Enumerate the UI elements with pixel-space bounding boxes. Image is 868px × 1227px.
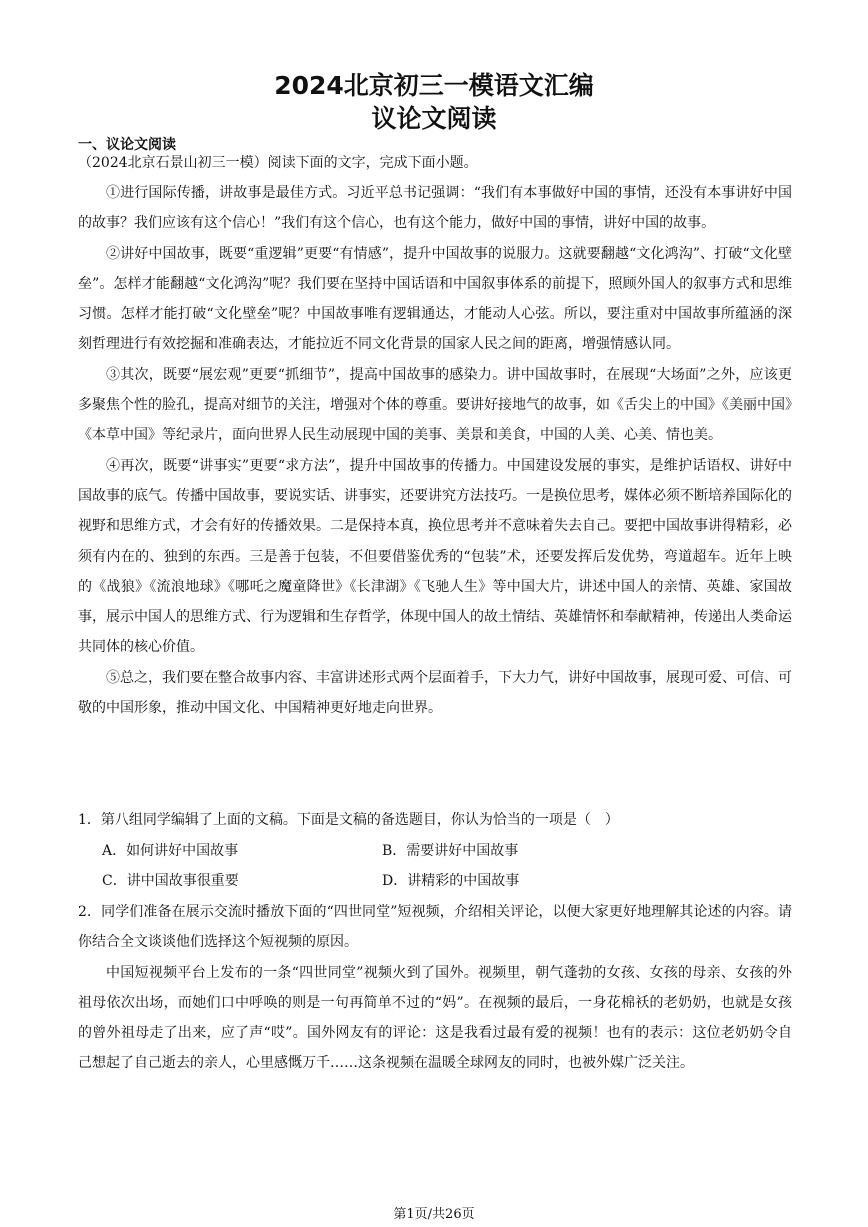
option-b: B．需要讲好中国故事: [382, 842, 519, 859]
section-heading: 一、议论文阅读: [78, 137, 176, 153]
source-line: （2024北京石景山初三一模）阅读下面的文字，完成下面小题。: [78, 155, 478, 171]
passage-paragraph-3: ③其次，既要“展宏观”更要“抓细节”，提高中国故事的感染力。讲中国故事时，在展现“大场面”之外，应该更多聚焦个性的脸孔，提高对细节的关注，增强对个体的尊重。要讲好接地气的故事，如《舌尖上的中国》《美丽中国》《本草中国》等纪录片，面向世界人民生动展现中国的美事、美景和美食，中国的人美、心美、情也美。: [78, 366, 792, 444]
document-title: 2024北京初三一模语文汇编: [274, 71, 594, 100]
questions: [78, 805, 792, 1078]
question-1-stem: 1．第八组同学编辑了上面的文稿。下面是文稿的备选题目，你认为恰当的一项是（ ）: [78, 812, 619, 828]
page-number: 第1页/共26页: [393, 1207, 475, 1222]
question-1-options: [78, 836, 792, 897]
passage-paragraph-1: ①进行国际传播，讲故事是最佳方式。习近平总书记强调：“我们有本事做好中国的事情，还没有本事讲好中国的故事？我们应该有这个信心！”我们有这个信心，也有这个能力，做好中国的事情，讲好中国的故事。: [78, 185, 792, 232]
question-2-material: 中国短视频平台上发布的一条“四世同堂”视频火到了国外。视频里，朝气蓬勃的女孩、女孩的母亲、女孩的外祖母依次出场，而她们口中呼唤的则是一句再简单不过的“妈”。在视频的最后，一身花棉袄的老奶奶，也就是女孩的曾外祖母走了出来，应了声“哎”。国外网友有的评论：这是我看过最有爱的视频！也有的表示：这位老奶奶令自己想起了自己逝去的亲人，心里感慨万千……这条视频在温暖全球网友的同时，也被外媒广泛关注。: [78, 964, 792, 1071]
option-d: D．讲精彩的中国故事: [382, 873, 520, 889]
option-c: C．讲中国故事很重要: [102, 873, 239, 889]
option-a: A．如何讲好中国故事: [102, 842, 239, 859]
passage-paragraph-4: ④再次，既要“讲事实”更要“求方法”，提升中国故事的传播力。中国建设发展的事实，是维护话语权、讲好中国故事的底气。传播中国故事，要说实话、讲事实，还要讲究方法技巧。一是换位思考，媒体必须不断培养国际化的视野和思维方式，才会有好的传播效果。二是保持本真，换位思考并不意味着失去自己。要把中国故事讲得精彩，必须有内在的、独到的东西。三是善于包装，不但要借鉴优秀的“包装”术，还要发挥后发优势，弯道超车。近年上映的《战狼》《流浪地球》《哪吒之魔童降世》《长津湖》《飞驰人生》等中国大片，讲述中国人的亲情、英雄、家国故事，展示中国人的思维方式、行为逻辑和生存哲学，体现中国人的故土情结、英雄情怀和奉献精神，传递出人类命运共同体的核心价值。: [78, 457, 792, 656]
passage-paragraph-2: ②讲好中国故事，既要“重逻辑”更要“有情感”，提升中国故事的说服力。这就要翻越“文化鸿沟”、打破“文化壁垒”。怎样才能翻越“文化鸿沟”呢？我们要在坚持中国话语和中国叙事体系的前提下，照顾外国人的叙事方式和思维习惯。怎样才能打破“文化壁垒”呢？中国故事唯有逻辑通达，才能动人心弦。所以，要注重对中国故事所蕴涵的深刻哲理进行有效挖掘和准确表达，才能拉近不同文化背景的国家人民之间的距离，增强情感认同。: [78, 245, 792, 353]
document-subtitle: 议论文阅读: [371, 104, 497, 133]
passage: [78, 178, 792, 723]
passage-paragraph-5: ⑤总之，我们要在整合故事内容、丰富讲述形式两个层面着手，下大力气，讲好中国故事，展现可爱、可信、可敬的中国形象，推动中国文化、中国精神更好地走向世界。: [78, 669, 792, 717]
question-2-stem: 2．同学们准备在展示交流时播放下面的“四世同堂”短视频，介绍相关评论，以便大家更好地理解其论述的内容。请你结合全文谈谈他们选择这个短视频的原因。: [78, 903, 792, 950]
